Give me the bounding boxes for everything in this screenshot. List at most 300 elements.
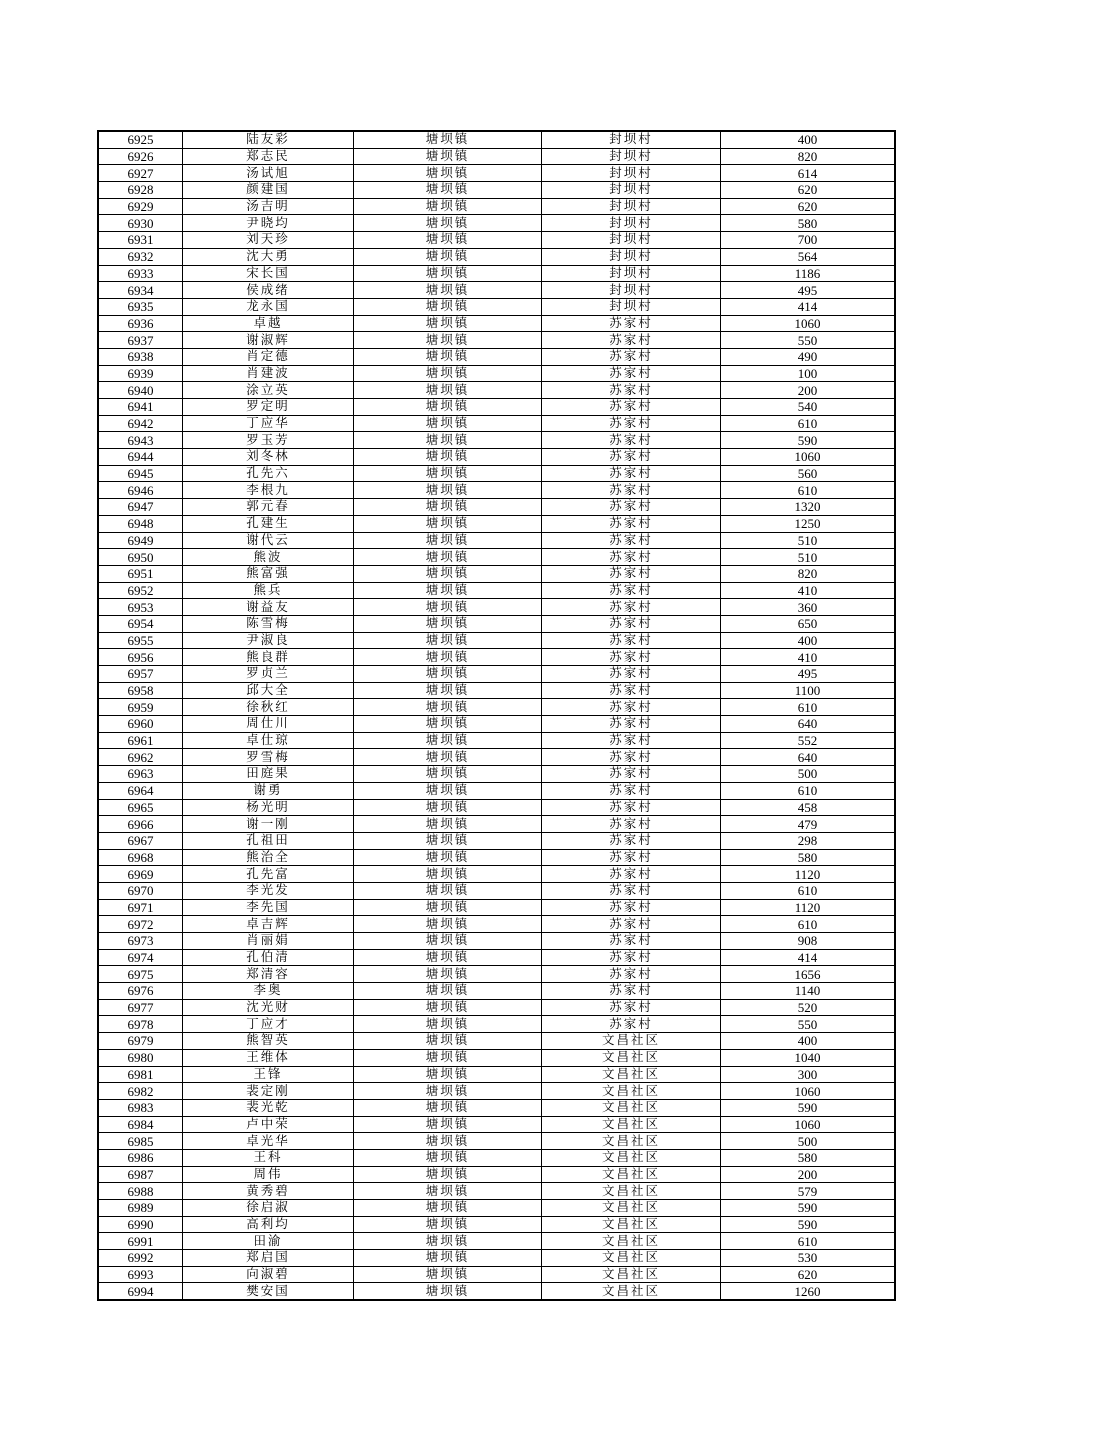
row-number-cell: 6971 bbox=[98, 899, 183, 916]
row-number-cell: 6954 bbox=[98, 615, 183, 632]
name-cell: 卓光华 bbox=[183, 1133, 354, 1150]
town-cell: 塘坝镇 bbox=[354, 933, 542, 950]
town-cell: 塘坝镇 bbox=[354, 532, 542, 549]
table-row bbox=[98, 382, 895, 399]
row-number-cell: 6982 bbox=[98, 1083, 183, 1100]
town-cell: 塘坝镇 bbox=[354, 1183, 542, 1200]
row-number-cell: 6973 bbox=[98, 933, 183, 950]
town-cell: 塘坝镇 bbox=[354, 182, 542, 199]
village-cell: 苏家村 bbox=[542, 565, 721, 582]
table-row bbox=[98, 332, 895, 349]
town-cell: 塘坝镇 bbox=[354, 866, 542, 883]
amount-cell: 610 bbox=[721, 916, 896, 933]
row-number-cell: 6989 bbox=[98, 1200, 183, 1217]
town-cell: 塘坝镇 bbox=[354, 499, 542, 516]
amount-cell: 400 bbox=[721, 131, 896, 148]
name-cell: 罗定明 bbox=[183, 399, 354, 416]
amount-cell: 620 bbox=[721, 198, 896, 215]
village-cell: 苏家村 bbox=[542, 399, 721, 416]
amount-cell: 552 bbox=[721, 732, 896, 749]
row-number-cell: 6940 bbox=[98, 382, 183, 399]
name-cell: 樊安国 bbox=[183, 1283, 354, 1300]
village-cell: 文昌社区 bbox=[542, 1083, 721, 1100]
table-row bbox=[98, 649, 895, 666]
village-cell: 苏家村 bbox=[542, 666, 721, 683]
town-cell: 塘坝镇 bbox=[354, 549, 542, 566]
table-row bbox=[98, 449, 895, 466]
name-cell: 熊智英 bbox=[183, 1033, 354, 1050]
amount-cell: 550 bbox=[721, 1016, 896, 1033]
village-cell: 苏家村 bbox=[542, 415, 721, 432]
name-cell: 肖丽娟 bbox=[183, 933, 354, 950]
name-cell: 杨光明 bbox=[183, 799, 354, 816]
row-number-cell: 6988 bbox=[98, 1183, 183, 1200]
amount-cell: 200 bbox=[721, 1166, 896, 1183]
town-cell: 塘坝镇 bbox=[354, 1033, 542, 1050]
row-number-cell: 6943 bbox=[98, 432, 183, 449]
village-cell: 封坝村 bbox=[542, 215, 721, 232]
name-cell: 徐秋红 bbox=[183, 699, 354, 716]
amount-cell: 820 bbox=[721, 148, 896, 165]
town-cell: 塘坝镇 bbox=[354, 215, 542, 232]
village-cell: 文昌社区 bbox=[542, 1200, 721, 1217]
amount-cell: 590 bbox=[721, 1099, 896, 1116]
town-cell: 塘坝镇 bbox=[354, 716, 542, 733]
amount-cell: 590 bbox=[721, 432, 896, 449]
village-cell: 苏家村 bbox=[542, 582, 721, 599]
table-row bbox=[98, 599, 895, 616]
village-cell: 封坝村 bbox=[542, 165, 721, 182]
town-cell: 塘坝镇 bbox=[354, 332, 542, 349]
name-cell: 李根九 bbox=[183, 482, 354, 499]
amount-cell: 1100 bbox=[721, 682, 896, 699]
name-cell: 熊治全 bbox=[183, 849, 354, 866]
amount-cell: 1060 bbox=[721, 315, 896, 332]
name-cell: 罗贞兰 bbox=[183, 666, 354, 683]
name-cell: 卓仕琼 bbox=[183, 732, 354, 749]
town-cell: 塘坝镇 bbox=[354, 165, 542, 182]
town-cell: 塘坝镇 bbox=[354, 232, 542, 249]
town-cell: 塘坝镇 bbox=[354, 766, 542, 783]
table-row bbox=[98, 165, 895, 182]
town-cell: 塘坝镇 bbox=[354, 248, 542, 265]
village-cell: 苏家村 bbox=[542, 382, 721, 399]
name-cell: 陈雪梅 bbox=[183, 615, 354, 632]
village-cell: 苏家村 bbox=[542, 799, 721, 816]
table-row bbox=[98, 866, 895, 883]
row-number-cell: 6926 bbox=[98, 148, 183, 165]
name-cell: 龙永国 bbox=[183, 298, 354, 315]
row-number-cell: 6950 bbox=[98, 549, 183, 566]
town-cell: 塘坝镇 bbox=[354, 632, 542, 649]
name-cell: 丁应华 bbox=[183, 415, 354, 432]
table-row bbox=[98, 515, 895, 532]
row-number-cell: 6948 bbox=[98, 515, 183, 532]
name-cell: 罗玉芳 bbox=[183, 432, 354, 449]
amount-cell: 479 bbox=[721, 816, 896, 833]
village-cell: 苏家村 bbox=[542, 699, 721, 716]
table-row bbox=[98, 615, 895, 632]
row-number-cell: 6932 bbox=[98, 248, 183, 265]
table-row bbox=[98, 1200, 895, 1217]
village-cell: 苏家村 bbox=[542, 832, 721, 849]
name-cell: 田渝 bbox=[183, 1233, 354, 1250]
table-row bbox=[98, 782, 895, 799]
row-number-cell: 6925 bbox=[98, 131, 183, 148]
row-number-cell: 6936 bbox=[98, 315, 183, 332]
row-number-cell: 6964 bbox=[98, 782, 183, 799]
amount-cell: 580 bbox=[721, 849, 896, 866]
name-cell: 熊波 bbox=[183, 549, 354, 566]
amount-cell: 1656 bbox=[721, 966, 896, 983]
village-cell: 文昌社区 bbox=[542, 1133, 721, 1150]
table-row bbox=[98, 148, 895, 165]
table-row bbox=[98, 1149, 895, 1166]
town-cell: 塘坝镇 bbox=[354, 1250, 542, 1267]
amount-cell: 590 bbox=[721, 1200, 896, 1217]
village-cell: 封坝村 bbox=[542, 265, 721, 282]
village-cell: 苏家村 bbox=[542, 315, 721, 332]
town-cell: 塘坝镇 bbox=[354, 832, 542, 849]
amount-cell: 908 bbox=[721, 933, 896, 950]
village-cell: 文昌社区 bbox=[542, 1066, 721, 1083]
amount-cell: 1260 bbox=[721, 1283, 896, 1300]
village-cell: 苏家村 bbox=[542, 999, 721, 1016]
town-cell: 塘坝镇 bbox=[354, 1266, 542, 1283]
amount-cell: 400 bbox=[721, 632, 896, 649]
village-cell: 文昌社区 bbox=[542, 1283, 721, 1300]
village-cell: 苏家村 bbox=[542, 732, 721, 749]
table-row bbox=[98, 666, 895, 683]
village-cell: 文昌社区 bbox=[542, 1099, 721, 1116]
town-cell: 塘坝镇 bbox=[354, 916, 542, 933]
village-cell: 苏家村 bbox=[542, 532, 721, 549]
table-row bbox=[98, 1266, 895, 1283]
table-row bbox=[98, 215, 895, 232]
table-row bbox=[98, 816, 895, 833]
town-cell: 塘坝镇 bbox=[354, 365, 542, 382]
table-row bbox=[98, 949, 895, 966]
name-cell: 周伟 bbox=[183, 1166, 354, 1183]
amount-cell: 1040 bbox=[721, 1049, 896, 1066]
town-cell: 塘坝镇 bbox=[354, 1149, 542, 1166]
town-cell: 塘坝镇 bbox=[354, 1066, 542, 1083]
row-number-cell: 6951 bbox=[98, 565, 183, 582]
village-cell: 苏家村 bbox=[542, 849, 721, 866]
amount-cell: 590 bbox=[721, 1216, 896, 1233]
amount-cell: 530 bbox=[721, 1250, 896, 1267]
table-row bbox=[98, 465, 895, 482]
row-number-cell: 6942 bbox=[98, 415, 183, 432]
town-cell: 塘坝镇 bbox=[354, 298, 542, 315]
table-row bbox=[98, 499, 895, 516]
amount-cell: 700 bbox=[721, 232, 896, 249]
row-number-cell: 6972 bbox=[98, 916, 183, 933]
amount-cell: 495 bbox=[721, 666, 896, 683]
amount-cell: 500 bbox=[721, 766, 896, 783]
amount-cell: 414 bbox=[721, 949, 896, 966]
amount-cell: 620 bbox=[721, 182, 896, 199]
row-number-cell: 6947 bbox=[98, 499, 183, 516]
town-cell: 塘坝镇 bbox=[354, 749, 542, 766]
village-cell: 文昌社区 bbox=[542, 1233, 721, 1250]
table-row bbox=[98, 1216, 895, 1233]
village-cell: 苏家村 bbox=[542, 365, 721, 382]
amount-cell: 510 bbox=[721, 532, 896, 549]
town-cell: 塘坝镇 bbox=[354, 198, 542, 215]
name-cell: 沈光财 bbox=[183, 999, 354, 1016]
name-cell: 宋长国 bbox=[183, 265, 354, 282]
village-cell: 文昌社区 bbox=[542, 1149, 721, 1166]
name-cell: 侯成绪 bbox=[183, 282, 354, 299]
name-cell: 孔先富 bbox=[183, 866, 354, 883]
town-cell: 塘坝镇 bbox=[354, 1116, 542, 1133]
row-number-cell: 6938 bbox=[98, 348, 183, 365]
town-cell: 塘坝镇 bbox=[354, 699, 542, 716]
village-cell: 封坝村 bbox=[542, 298, 721, 315]
amount-cell: 1060 bbox=[721, 449, 896, 466]
row-number-cell: 6965 bbox=[98, 799, 183, 816]
town-cell: 塘坝镇 bbox=[354, 482, 542, 499]
town-cell: 塘坝镇 bbox=[354, 882, 542, 899]
amount-cell: 610 bbox=[721, 699, 896, 716]
amount-cell: 620 bbox=[721, 1266, 896, 1283]
village-cell: 苏家村 bbox=[542, 432, 721, 449]
table-row bbox=[98, 732, 895, 749]
name-cell: 邱大全 bbox=[183, 682, 354, 699]
village-cell: 苏家村 bbox=[542, 549, 721, 566]
name-cell: 孔先六 bbox=[183, 465, 354, 482]
row-number-cell: 6993 bbox=[98, 1266, 183, 1283]
town-cell: 塘坝镇 bbox=[354, 799, 542, 816]
amount-cell: 564 bbox=[721, 248, 896, 265]
row-number-cell: 6931 bbox=[98, 232, 183, 249]
row-number-cell: 6975 bbox=[98, 966, 183, 983]
village-cell: 封坝村 bbox=[542, 131, 721, 148]
town-cell: 塘坝镇 bbox=[354, 1133, 542, 1150]
name-cell: 周仕川 bbox=[183, 716, 354, 733]
village-cell: 苏家村 bbox=[542, 816, 721, 833]
name-cell: 黄秀碧 bbox=[183, 1183, 354, 1200]
village-cell: 苏家村 bbox=[542, 866, 721, 883]
village-cell: 苏家村 bbox=[542, 766, 721, 783]
town-cell: 塘坝镇 bbox=[354, 1099, 542, 1116]
name-cell: 徐启淑 bbox=[183, 1200, 354, 1217]
town-cell: 塘坝镇 bbox=[354, 1166, 542, 1183]
table-row bbox=[98, 582, 895, 599]
town-cell: 塘坝镇 bbox=[354, 265, 542, 282]
amount-cell: 414 bbox=[721, 298, 896, 315]
row-number-cell: 6990 bbox=[98, 1216, 183, 1233]
town-cell: 塘坝镇 bbox=[354, 382, 542, 399]
village-cell: 苏家村 bbox=[542, 682, 721, 699]
name-cell: 谢淑辉 bbox=[183, 332, 354, 349]
village-cell: 苏家村 bbox=[542, 933, 721, 950]
row-number-cell: 6962 bbox=[98, 749, 183, 766]
row-number-cell: 6952 bbox=[98, 582, 183, 599]
name-cell: 李先国 bbox=[183, 899, 354, 916]
village-cell: 苏家村 bbox=[542, 615, 721, 632]
name-cell: 谢代云 bbox=[183, 532, 354, 549]
village-cell: 苏家村 bbox=[542, 949, 721, 966]
village-cell: 文昌社区 bbox=[542, 1183, 721, 1200]
row-number-cell: 6978 bbox=[98, 1016, 183, 1033]
amount-cell: 1120 bbox=[721, 866, 896, 883]
village-cell: 文昌社区 bbox=[542, 1250, 721, 1267]
village-cell: 文昌社区 bbox=[542, 1049, 721, 1066]
table-row bbox=[98, 832, 895, 849]
amount-cell: 550 bbox=[721, 332, 896, 349]
town-cell: 塘坝镇 bbox=[354, 282, 542, 299]
town-cell: 塘坝镇 bbox=[354, 131, 542, 148]
town-cell: 塘坝镇 bbox=[354, 1083, 542, 1100]
table-row bbox=[98, 1183, 895, 1200]
table-row bbox=[98, 131, 895, 148]
row-number-cell: 6944 bbox=[98, 449, 183, 466]
name-cell: 尹晓均 bbox=[183, 215, 354, 232]
row-number-cell: 6953 bbox=[98, 599, 183, 616]
village-cell: 文昌社区 bbox=[542, 1033, 721, 1050]
name-cell: 裴光乾 bbox=[183, 1099, 354, 1116]
row-number-cell: 6927 bbox=[98, 165, 183, 182]
name-cell: 肖建波 bbox=[183, 365, 354, 382]
row-number-cell: 6955 bbox=[98, 632, 183, 649]
village-cell: 苏家村 bbox=[542, 649, 721, 666]
town-cell: 塘坝镇 bbox=[354, 599, 542, 616]
data-table bbox=[97, 130, 896, 1301]
table-body bbox=[98, 131, 895, 1300]
row-number-cell: 6991 bbox=[98, 1233, 183, 1250]
row-number-cell: 6968 bbox=[98, 849, 183, 866]
row-number-cell: 6958 bbox=[98, 682, 183, 699]
town-cell: 塘坝镇 bbox=[354, 899, 542, 916]
row-number-cell: 6959 bbox=[98, 699, 183, 716]
name-cell: 熊富强 bbox=[183, 565, 354, 582]
amount-cell: 650 bbox=[721, 615, 896, 632]
name-cell: 谢勇 bbox=[183, 782, 354, 799]
village-cell: 封坝村 bbox=[542, 232, 721, 249]
row-number-cell: 6984 bbox=[98, 1116, 183, 1133]
row-number-cell: 6961 bbox=[98, 732, 183, 749]
row-number-cell: 6941 bbox=[98, 399, 183, 416]
name-cell: 汤吉明 bbox=[183, 198, 354, 215]
table-row bbox=[98, 766, 895, 783]
village-cell: 封坝村 bbox=[542, 148, 721, 165]
amount-cell: 1320 bbox=[721, 499, 896, 516]
town-cell: 塘坝镇 bbox=[354, 816, 542, 833]
amount-cell: 1060 bbox=[721, 1083, 896, 1100]
town-cell: 塘坝镇 bbox=[354, 1049, 542, 1066]
amount-cell: 640 bbox=[721, 716, 896, 733]
town-cell: 塘坝镇 bbox=[354, 315, 542, 332]
table-row bbox=[98, 716, 895, 733]
row-number-cell: 6966 bbox=[98, 816, 183, 833]
village-cell: 苏家村 bbox=[542, 716, 721, 733]
name-cell: 裴定刚 bbox=[183, 1083, 354, 1100]
town-cell: 塘坝镇 bbox=[354, 1200, 542, 1217]
amount-cell: 540 bbox=[721, 399, 896, 416]
table-row bbox=[98, 1066, 895, 1083]
table-row bbox=[98, 933, 895, 950]
table-row bbox=[98, 799, 895, 816]
table-row bbox=[98, 1033, 895, 1050]
row-number-cell: 6977 bbox=[98, 999, 183, 1016]
table-row bbox=[98, 198, 895, 215]
town-cell: 塘坝镇 bbox=[354, 782, 542, 799]
town-cell: 塘坝镇 bbox=[354, 732, 542, 749]
amount-cell: 410 bbox=[721, 649, 896, 666]
table-row bbox=[98, 1233, 895, 1250]
village-cell: 苏家村 bbox=[542, 882, 721, 899]
table-row bbox=[98, 1016, 895, 1033]
name-cell: 刘天珍 bbox=[183, 232, 354, 249]
name-cell: 谢益友 bbox=[183, 599, 354, 616]
table-row bbox=[98, 432, 895, 449]
row-number-cell: 6979 bbox=[98, 1033, 183, 1050]
row-number-cell: 6967 bbox=[98, 832, 183, 849]
village-cell: 封坝村 bbox=[542, 282, 721, 299]
row-number-cell: 6986 bbox=[98, 1149, 183, 1166]
village-cell: 苏家村 bbox=[542, 449, 721, 466]
table-row bbox=[98, 849, 895, 866]
amount-cell: 1186 bbox=[721, 265, 896, 282]
row-number-cell: 6974 bbox=[98, 949, 183, 966]
town-cell: 塘坝镇 bbox=[354, 399, 542, 416]
name-cell: 高利均 bbox=[183, 1216, 354, 1233]
town-cell: 塘坝镇 bbox=[354, 949, 542, 966]
town-cell: 塘坝镇 bbox=[354, 1233, 542, 1250]
town-cell: 塘坝镇 bbox=[354, 1216, 542, 1233]
row-number-cell: 6929 bbox=[98, 198, 183, 215]
town-cell: 塘坝镇 bbox=[354, 449, 542, 466]
name-cell: 卓越 bbox=[183, 315, 354, 332]
table-row bbox=[98, 1283, 895, 1300]
amount-cell: 1140 bbox=[721, 983, 896, 1000]
table-row bbox=[98, 565, 895, 582]
amount-cell: 580 bbox=[721, 215, 896, 232]
village-cell: 封坝村 bbox=[542, 182, 721, 199]
amount-cell: 410 bbox=[721, 582, 896, 599]
name-cell: 田庭果 bbox=[183, 766, 354, 783]
table-row bbox=[98, 983, 895, 1000]
town-cell: 塘坝镇 bbox=[354, 999, 542, 1016]
name-cell: 李光发 bbox=[183, 882, 354, 899]
table-row bbox=[98, 415, 895, 432]
table-row bbox=[98, 1166, 895, 1183]
village-cell: 苏家村 bbox=[542, 983, 721, 1000]
row-number-cell: 6937 bbox=[98, 332, 183, 349]
village-cell: 苏家村 bbox=[542, 482, 721, 499]
village-cell: 封坝村 bbox=[542, 248, 721, 265]
town-cell: 塘坝镇 bbox=[354, 515, 542, 532]
table-row bbox=[98, 899, 895, 916]
name-cell: 孔建生 bbox=[183, 515, 354, 532]
row-number-cell: 6934 bbox=[98, 282, 183, 299]
table-row bbox=[98, 298, 895, 315]
name-cell: 孔祖田 bbox=[183, 832, 354, 849]
amount-cell: 510 bbox=[721, 549, 896, 566]
amount-cell: 495 bbox=[721, 282, 896, 299]
table-row bbox=[98, 265, 895, 282]
row-number-cell: 6930 bbox=[98, 215, 183, 232]
amount-cell: 610 bbox=[721, 1233, 896, 1250]
town-cell: 塘坝镇 bbox=[354, 849, 542, 866]
row-number-cell: 6985 bbox=[98, 1133, 183, 1150]
row-number-cell: 6992 bbox=[98, 1250, 183, 1267]
table-row bbox=[98, 248, 895, 265]
table-row bbox=[98, 232, 895, 249]
name-cell: 尹淑良 bbox=[183, 632, 354, 649]
